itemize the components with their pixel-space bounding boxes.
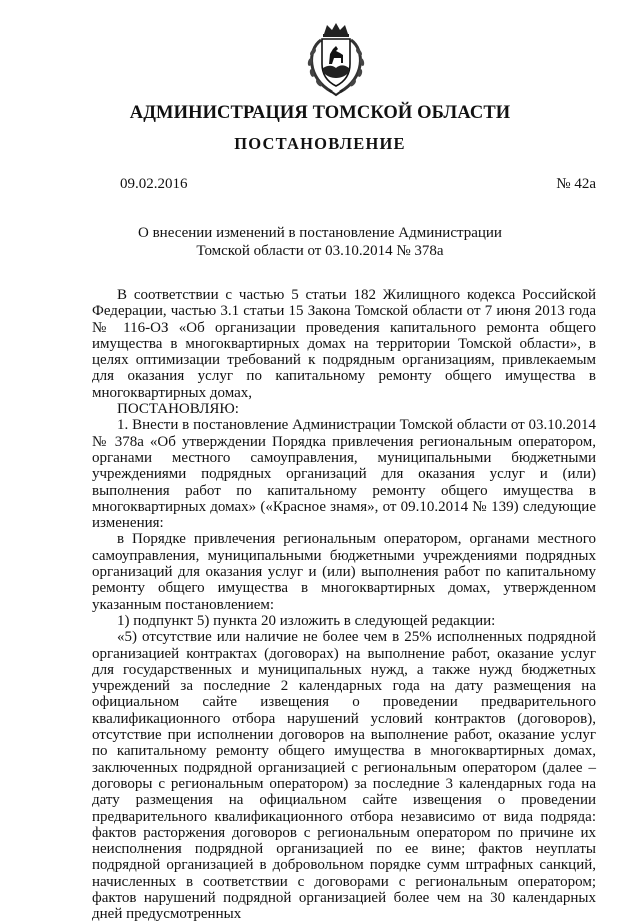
document-number: № 42а <box>556 176 596 192</box>
paragraph-order-amendment: в Порядке привлечения региональным оператором, органами местного самоуправления, муниципальными бюджетными учреждениями подрядных организаций для оказания услуг и (или) выполнения работ по капитальному ремонту общего имущества в многоквартирных домах, утвержденном указанным постановлением: <box>92 531 596 613</box>
paragraph-item-1: 1. Внести в постановление Администрации Томской области от 03.10.2014 № 378а «Об утверждении Порядка привлечения региональным оператором, органами местного самоуправления, муниципальными бюджетными учреждениями подрядных организаций для оказания услуг и (или) выполнения работ по капитальному ремонту общего имущества в многоквартирных домах» («Красное знамя», от 09.10.2014 № 139) следующие изменения: <box>92 417 596 532</box>
paragraph-decree: ПОСТАНОВЛЯЮ: <box>117 401 239 418</box>
paragraph-new-wording: «5) отсутствие или наличие не более чем в 25% исполненных подрядной организацией контрактах (договорах) на выполнение работ, оказание услуг для государственных и муниципальных нужд, а также нужд бюджетных учреждений за последние 2 календарных года на дату размещения на официальном сайте извещения о проведении предварительного квалификационного отбора нарушений условий контрактов (договоров), отсутствие при исполнении договоров на выполнение работ, оказание услуг по капитальному ремонту общего имущества в многоквартирных домах, заключенных подрядной организацией с региональным оператором (далее – договоры с региональным оператором) за последние 3 календарных года на дату размещения на официальном сайте извещения о проведении предварительного квалификационного отбора независимо от вида подряда: фактов расторжения договоров с региональным оператором по причине их неисполнения подрядной организацией по ее вине; фактов неуплаты подрядной организацией в добровольном порядке сумм штрафных санкций, начисленных в соответствии с договорами с региональным оператором; фактов нарушений подрядной организацией более чем на 30 календарных дней предусмотренных <box>92 629 596 923</box>
organization-title: АДМИНИСТРАЦИЯ ТОМСКОЙ ОБЛАСТИ <box>129 103 511 123</box>
document-body <box>92 287 596 923</box>
paragraph-preamble: В соответствии с частью 5 статьи 182 Жилищного кодекса Российской Федерации, частью 3.1 статьи 15 Закона Томской области от 7 июня 2013 года № 116-ОЗ «Об организации проведения капитального ремонта общего имущества в многоквартирных домах на территории Томской области», в целях оптимизации требований к подрядным организациям, привлекаемым для оказания услуг по капитальному ремонту общего имущества в многоквартирных домах, <box>92 287 596 401</box>
document-subject <box>0 225 640 260</box>
subject-line-1: О внесении изменений в постановление Администрации <box>138 225 502 241</box>
document-date: 09.02.2016 <box>120 176 188 192</box>
subject-line-2: Томской области от 03.10.2014 № 378а <box>196 242 444 259</box>
document-type: ПОСТАНОВЛЕНИЕ <box>234 134 406 153</box>
paragraph-subitem-1: 1) подпункт 5) пункта 20 изложить в следующей редакции: <box>117 612 496 629</box>
tomsk-region-coat-of-arms-icon <box>299 22 373 98</box>
